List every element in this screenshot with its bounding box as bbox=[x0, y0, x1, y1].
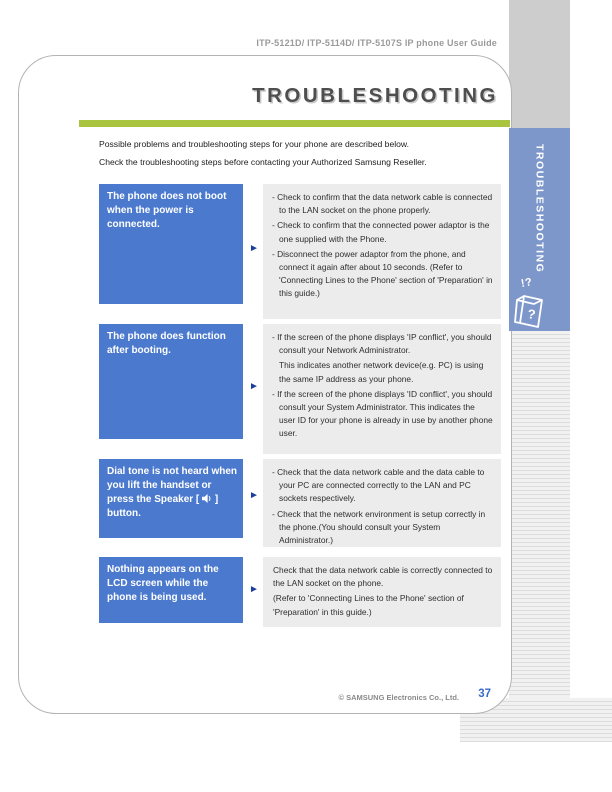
solution-item: - Disconnect the power adaptor from the phone, and connect it again after about 10 seconds. (Refer to 'Connecting Lines to the Phone' section of 'Preparation' in this guide.) bbox=[272, 248, 493, 301]
copyright-text: © SAMSUNG Electronics Co., Ltd. bbox=[338, 693, 459, 702]
solution-item: - Check to confirm that the connected power adaptor is the one supplied with the Phone. bbox=[272, 219, 493, 245]
page-stack-texture bbox=[509, 331, 570, 712]
question-book-icon bbox=[512, 277, 556, 329]
problem-box: The phone does function after booting. bbox=[99, 324, 243, 439]
troubleshooting-rows bbox=[99, 56, 511, 713]
intro-line: Check the troubleshooting steps before contacting your Authorized Samsung Reseller. bbox=[99, 156, 427, 167]
svg-text:?: ? bbox=[526, 306, 537, 323]
solution-item: - If the screen of the phone displays 'IP conflict', you should consult your Network Administrator. bbox=[272, 331, 493, 357]
running-header: ITP-5121D/ ITP-5114D/ ITP-5107S IP phone User Guide bbox=[256, 38, 497, 48]
problem-box: The phone does not boot when the power is connected. bbox=[99, 184, 243, 304]
page-title: TROUBLESHOOTING bbox=[252, 84, 498, 107]
arrow-right-icon: ► bbox=[249, 381, 259, 392]
solution-box bbox=[263, 184, 501, 319]
book-3d-icon bbox=[513, 290, 549, 330]
problem-box: Nothing appears on the LCD screen while the phone is being used. bbox=[99, 557, 243, 623]
solution-item: Check that the data network cable is correctly connected to the LAN socket on the phone. bbox=[273, 565, 493, 589]
intro-line: Possible problems and troubleshooting steps for your phone are described below. bbox=[99, 139, 410, 149]
solution-item: - Check that the data network cable and the data cable to your PC are connected correctly to the LAN and PC sockets respectively. bbox=[272, 466, 493, 506]
chapter-tab-label: TROUBLESHOOTING bbox=[533, 144, 546, 274]
document-page bbox=[18, 55, 512, 714]
arrow-right-icon: ► bbox=[249, 490, 259, 501]
page-number: 37 bbox=[478, 688, 491, 700]
problem-box: Dial tone is not heard when you lift the handset or press the Speaker [ ] button. bbox=[99, 459, 243, 538]
solution-item: (Refer to 'Connecting Lines to the Phone' section of 'Preparation' in this guide.) bbox=[273, 593, 464, 617]
chapter-tab-troubleshooting bbox=[509, 128, 570, 331]
solution-item: - Check that the network environment is setup correctly in the phone.(You should consult your System Administrator.) bbox=[272, 508, 493, 548]
top-right-gray-block bbox=[509, 0, 570, 128]
speaker-icon bbox=[202, 494, 212, 505]
solution-item: This indicates another network device(e.g. PC) is using the same IP address as your phone. bbox=[279, 360, 484, 384]
arrow-right-icon: ► bbox=[249, 584, 259, 595]
solution-box bbox=[263, 557, 501, 627]
exclaim-question-text: !? bbox=[520, 276, 534, 290]
solution-box bbox=[263, 324, 501, 454]
arrow-right-icon: ► bbox=[249, 243, 259, 254]
solution-item: - If the screen of the phone displays 'ID conflict', you should consult your System Administrator. This indicates the user ID for your phone is already in use by another phone user. bbox=[272, 388, 493, 441]
solution-item: - Check to confirm that the data network cable is connected to the LAN socket on the phone properly. bbox=[272, 191, 493, 217]
speaker-icon bbox=[202, 494, 212, 503]
solution-box bbox=[263, 459, 501, 547]
